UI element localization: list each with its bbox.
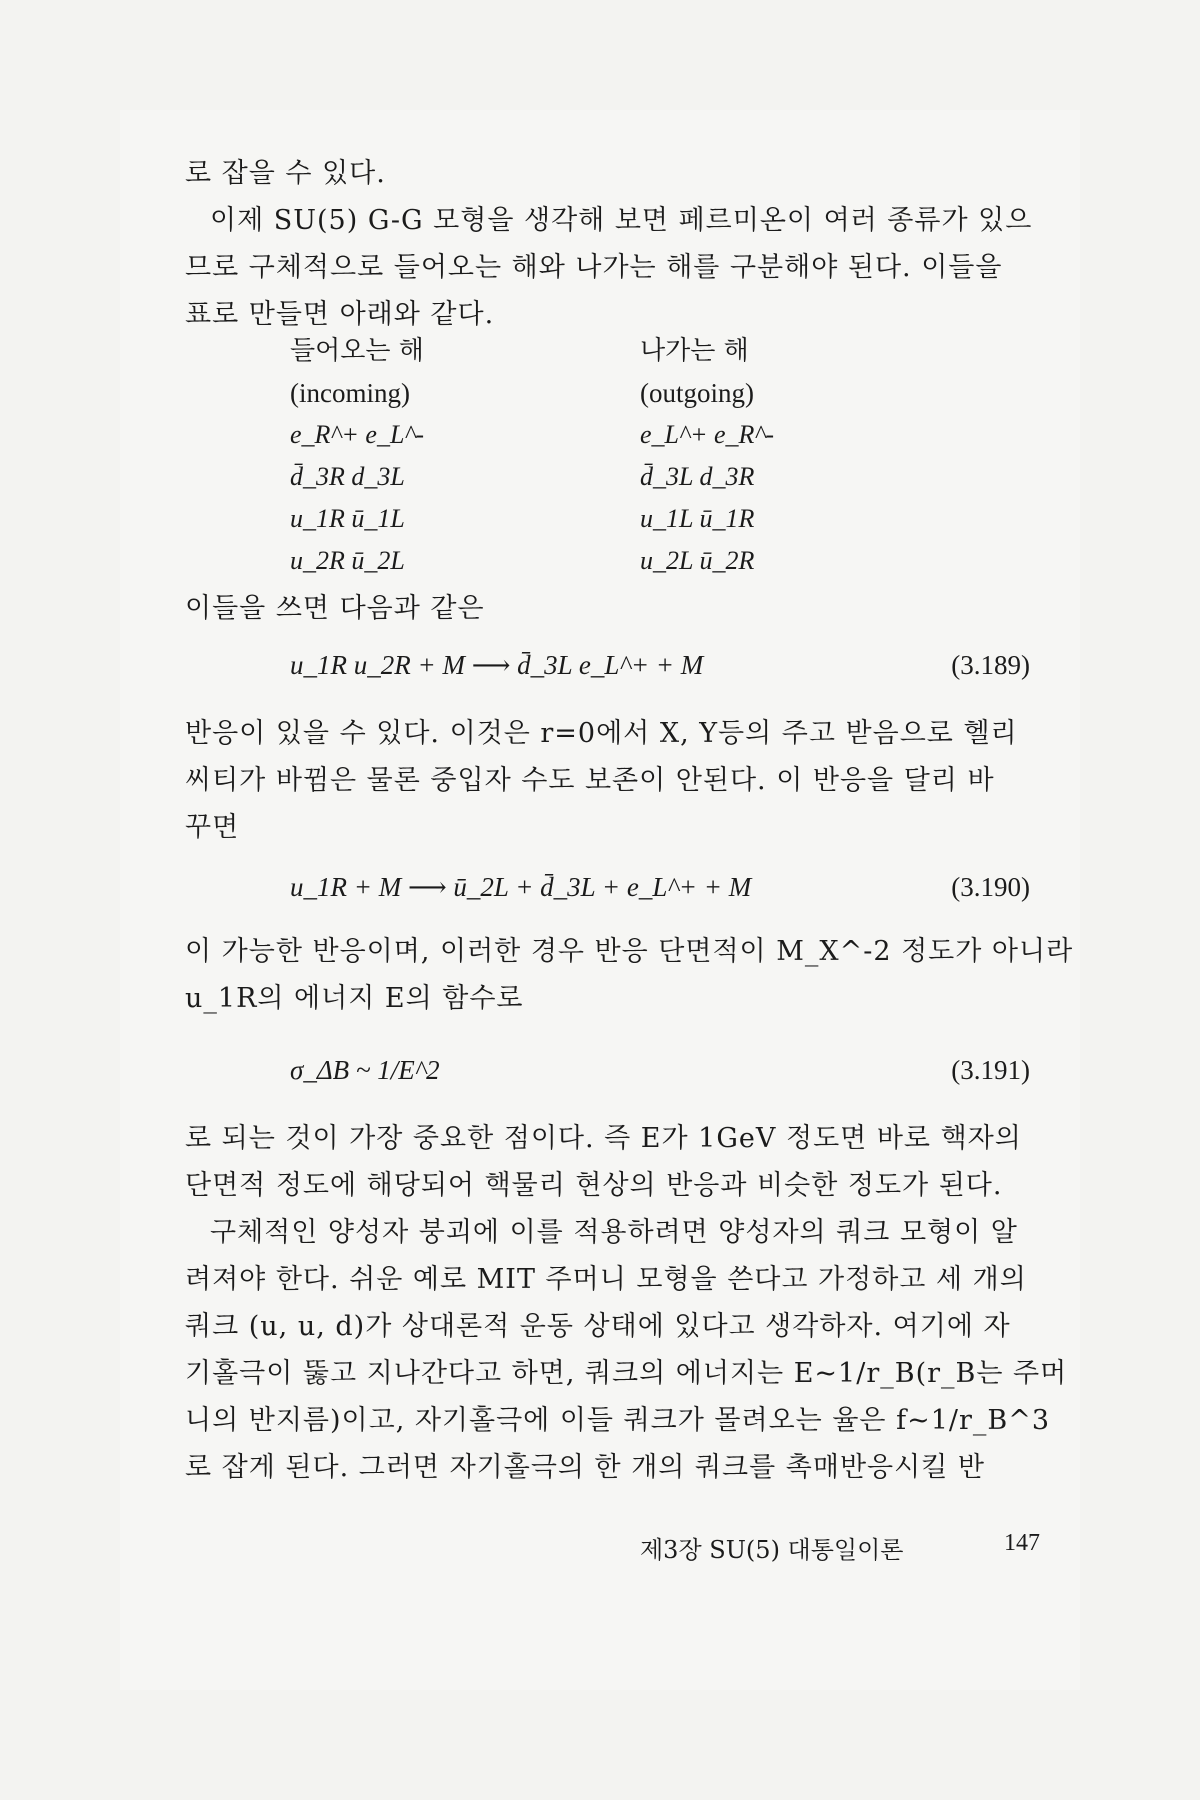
equation-3-190 bbox=[290, 862, 1030, 912]
text-line: 이 가능한 반응이며, 이러한 경우 반응 단면적이 M_X^-2 정도가 아니라 bbox=[185, 936, 1074, 967]
text-line: 로 잡게 된다. 그러면 자기홀극의 한 개의 쿼크를 촉매반응시킬 반 bbox=[185, 1452, 985, 1483]
outgoing-header: 나가는 해 bbox=[640, 336, 749, 366]
outgoing-item: u_1L ū_1R bbox=[640, 504, 755, 533]
incoming-item: d̄_3R d_3L bbox=[290, 462, 405, 491]
outgoing-column bbox=[640, 330, 774, 582]
text-line: 단면적 정도에 해당되어 핵물리 현상의 반응과 비슷한 정도가 된다. bbox=[185, 1170, 1003, 1201]
equation-number: (3.190) bbox=[951, 872, 1030, 902]
text-line: 로 잡을 수 있다. bbox=[185, 158, 386, 189]
incoming-item: u_2R ū_2L bbox=[290, 546, 405, 575]
text-line: 이들을 쓰면 다음과 같은 bbox=[185, 593, 485, 624]
incoming-item: u_1R ū_1L bbox=[290, 504, 405, 533]
equation-3-191 bbox=[290, 1045, 1030, 1095]
equation-3-189 bbox=[290, 640, 1030, 690]
text-line: u_1R의 에너지 E의 함수로 bbox=[185, 983, 524, 1014]
incoming-subheader: (incoming) bbox=[290, 378, 410, 408]
text-line: 려져야 한다. 쉬운 예로 MIT 주머니 모형을 쓴다고 가정하고 세 개의 bbox=[185, 1264, 1027, 1295]
equation-expression: σ_ΔB ~ 1/E^2 bbox=[290, 1055, 440, 1085]
text-line: 므로 구체적으로 들어오는 해와 나가는 해를 구분해야 된다. 이들을 bbox=[185, 252, 1003, 283]
equation-expression: u_1R + M ⟶ ū_2L + d̄_3L + e_L^+ + M bbox=[290, 872, 752, 902]
outgoing-item: d̄_3L d_3R bbox=[640, 462, 755, 491]
text-line: 쿼크 (u, u, d)가 상대론적 운동 상태에 있다고 생각하자. 여기에 자 bbox=[185, 1311, 1011, 1342]
equation-number: (3.189) bbox=[951, 650, 1030, 680]
outgoing-subheader: (outgoing) bbox=[640, 378, 754, 408]
incoming-column bbox=[290, 330, 424, 582]
equation-expression: u_1R u_2R + M ⟶ d̄_3L e_L^+ + M bbox=[290, 650, 704, 680]
text-line: 로 되는 것이 가장 중요한 점이다. 즉 E가 1GeV 정도면 바로 핵자의 bbox=[185, 1123, 1022, 1154]
outgoing-item: e_L^+ e_R^- bbox=[640, 420, 775, 449]
text-line: 이제 SU(5) G-G 모형을 생각해 보면 페르미온이 여러 종류가 있으 bbox=[210, 205, 1033, 236]
outgoing-item: u_2L ū_2R bbox=[640, 546, 755, 575]
text-line: 구체적인 양성자 붕괴에 이를 적용하려면 양성자의 쿼크 모형이 알 bbox=[210, 1217, 1018, 1248]
chapter-title: 제3장 SU(5) 대통일이론 bbox=[640, 1536, 904, 1564]
incoming-item: e_R^+ e_L^- bbox=[290, 420, 425, 449]
text-line: 표로 만들면 아래와 같다. bbox=[185, 299, 495, 330]
text-line: 니의 반지름)이고, 자기홀극에 이들 쿼크가 몰려오는 율은 f~1/r_B^3 bbox=[185, 1405, 1051, 1436]
text-line: 꾸면 bbox=[185, 812, 240, 843]
text-line: 씨티가 바뀜은 물론 중입자 수도 보존이 안된다. 이 반응을 달리 바 bbox=[185, 765, 995, 796]
page-footer bbox=[640, 1530, 1040, 1570]
text-line: 반응이 있을 수 있다. 이것은 r=0에서 X, Y등의 주고 받음으로 헬리 bbox=[185, 718, 1018, 749]
equation-number: (3.191) bbox=[951, 1055, 1030, 1085]
incoming-header: 들어오는 해 bbox=[290, 336, 424, 366]
page-number: 147 bbox=[1004, 1530, 1040, 1556]
text-line: 기홀극이 뚫고 지나간다고 하면, 쿼크의 에너지는 E~1/r_B(r_B는 주머 bbox=[185, 1358, 1068, 1389]
